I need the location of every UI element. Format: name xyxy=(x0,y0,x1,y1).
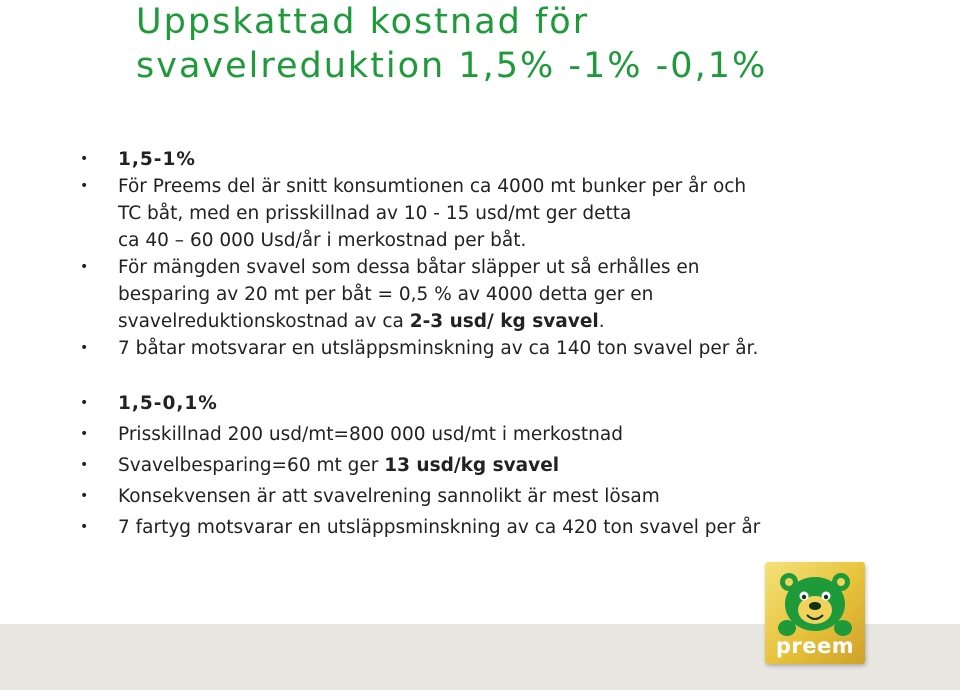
bullet-item xyxy=(80,388,940,419)
bear-icon xyxy=(765,562,865,640)
bullet-text: besparing av 20 mt per båt = 0,5 % av 4000 detta ger en xyxy=(118,284,654,305)
bullet-icon: • xyxy=(80,259,89,275)
slide-title xyxy=(136,0,936,88)
bullet-text: 7 fartyg motsvarar en utsläppsminskning av ca 420 ton svavel per år xyxy=(118,517,761,538)
bullet-icon: • xyxy=(80,151,89,167)
bullet-text-emphasis: 2-3 usd/ kg svavel xyxy=(409,311,599,332)
bullet-text: 1,5-1% xyxy=(118,149,196,170)
bullet-text: Konsekvensen är att svavelrening sannolikt är mest lösam xyxy=(118,486,660,507)
bullet-icon: • xyxy=(80,340,89,356)
bullet-text-emphasis: 13 usd/kg svavel xyxy=(384,455,560,476)
bullet-text: ca 40 – 60 000 Usd/år i merkostnad per båt. xyxy=(118,230,527,251)
bullet-text: 7 båtar motsvarar en utsläppsminskning av ca 140 ton svavel per år. xyxy=(118,338,759,359)
bullet-item xyxy=(80,254,940,335)
bullet-text-part: Svavelbesparing=60 mt ger xyxy=(118,455,385,476)
bullet-icon: • xyxy=(80,457,89,473)
logo-wordmark: preem xyxy=(775,634,855,658)
bullet-icon: • xyxy=(80,178,89,194)
bullet-icon: • xyxy=(80,519,89,535)
bullet-item xyxy=(80,481,940,512)
title-line-2: svavelreduktion 1,5% -1% -0,1% xyxy=(136,46,768,86)
bullet-item xyxy=(80,335,940,362)
bullet-text xyxy=(118,455,559,476)
bullet-text: För Preems del är snitt konsumtionen ca 4000 mt bunker per år och xyxy=(118,176,747,197)
bullet-list xyxy=(80,146,940,543)
bullet-item xyxy=(80,512,940,543)
bullet-item xyxy=(80,173,940,254)
bullet-icon: • xyxy=(80,488,89,504)
bullet-text xyxy=(118,308,940,335)
bullet-text-part: . xyxy=(598,311,605,332)
bullet-text: För mängden svavel som dessa båtar släpper ut så erhålles en xyxy=(118,257,700,278)
bullet-icon: • xyxy=(80,395,89,411)
bullet-item xyxy=(80,419,940,450)
bullet-text: Prisskillnad 200 usd/mt=800 000 usd/mt i merkostnad xyxy=(118,424,623,445)
bullet-item xyxy=(80,450,940,481)
bullet-text: TC båt, med en prisskillnad av 10 - 15 usd/mt ger detta xyxy=(118,203,632,224)
bullet-text-part: svavelreduktionskostnad av ca xyxy=(118,311,410,332)
bullet-icon: • xyxy=(80,426,89,442)
bullet-text: 1,5-0,1% xyxy=(118,393,218,414)
bullet-item xyxy=(80,146,940,173)
preem-logo xyxy=(765,562,865,664)
title-line-1: Uppskattad kostnad för xyxy=(136,2,590,42)
